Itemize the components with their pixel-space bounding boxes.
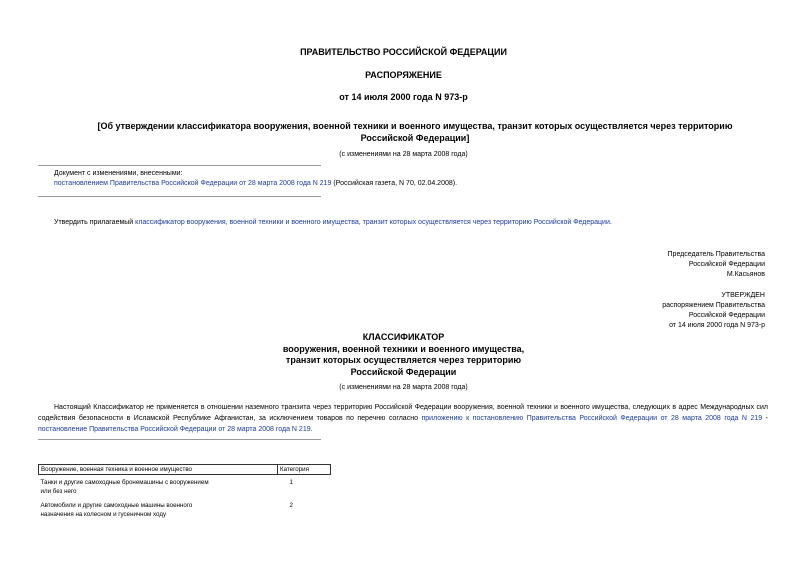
appendix-link[interactable]: приложению к постановлению Правительства Российской Федерации от 28 марта 2008 года N 219 — [421, 415, 763, 422]
table-row — [39, 475, 331, 498]
amended-note: (с изменениями на 28 марта 2008 года) — [339, 151, 468, 158]
amendment-link[interactable]: постановлением Правительства Российской Федерации от 28 марта 2008 года N 219 — [54, 180, 332, 187]
approve-prefix: Утвердить прилагаемый — [54, 219, 136, 226]
government-title: ПРАВИТЕЛЬСТВО РОССИЙСКОЙ ФЕДЕРАЦИИ — [300, 47, 507, 57]
table-cell-item-text: Танки и другие самоходные бронемашины с вооружением или без него — [40, 479, 209, 495]
paragraph-dash: - — [762, 415, 768, 422]
classifier-amended-note: (с изменениями на 28 марта 2008 года) — [339, 384, 468, 391]
classifier-link[interactable]: классификатор вооружения, военной техники и военного имущества, транзит которых осуществляется через территорию Российской Федерации — [135, 219, 610, 226]
table-cell-item — [39, 497, 278, 520]
table-cell-item — [39, 475, 278, 498]
document-subject: [Об утверждении классификатора вооружения, военной техники и военного имущества, транзит которых осуществляется через территорию Российской Федерации] — [97, 121, 733, 143]
approval-line-3: Российской Федерации — [688, 312, 765, 319]
divider-top — [38, 165, 321, 166]
approve-paragraph — [54, 219, 612, 226]
classifier-subtitle-1: вооружения, военной техники и военного имущества, — [282, 343, 525, 354]
approval-label: УТВЕРЖДЕН — [721, 292, 765, 299]
table-cell-category: 2 — [289, 502, 293, 509]
classifier-table — [38, 464, 331, 520]
amendments-line — [54, 180, 457, 187]
approval-block — [662, 291, 765, 331]
table-row — [39, 497, 331, 520]
table-cell-item-text: Автомобили и другие самоходные машины военного назначения на колесном и гусеничном ходу — [40, 502, 193, 518]
approval-line-2: распоряжением Правительства — [662, 302, 765, 309]
signature-title-2: Российской Федерации — [688, 261, 765, 268]
table-header-item: Вооружение, военная техника и военное имущество — [39, 465, 278, 475]
decree-link[interactable]: постановление Правительства Российской Федерации от 28 марта 2008 года N 219 — [38, 426, 311, 433]
signature-name: М.Касьянов — [726, 271, 765, 278]
approval-line-4: от 14 июля 2000 года N 973-р — [669, 322, 765, 329]
signature-title: Председатель Правительства — [667, 251, 765, 258]
classifier-paragraph — [38, 402, 768, 435]
classifier-subtitle-3: Российской Федерации — [350, 366, 457, 377]
table-header-category: Категория — [278, 465, 331, 475]
table-header-row — [39, 465, 331, 475]
classifier-heading — [0, 332, 807, 378]
divider-bottom — [38, 196, 321, 197]
document-type: РАСПОРЯЖЕНИЕ — [365, 70, 442, 80]
table-cell-category: 1 — [289, 479, 293, 486]
classifier-title: КЛАССИФИКАТОР — [362, 332, 445, 342]
signature-block — [668, 250, 765, 280]
classifier-paragraph-text: Настоящий Классификатор не применяется в отношении наземного транзита через территорию Российской Федерации вооружения, военной техники и военного имущества, следующих в адрес Международных сил содействия безопасности в Исламской Республике Афганистан, за исключением товаров по перечню согласно — [38, 404, 768, 422]
approve-suffix: . — [609, 219, 612, 226]
amendment-source: (Российская газета, N 70, 02.04.2008). — [331, 180, 458, 187]
document-date-number: от 14 июля 2000 года N 973-р — [339, 92, 468, 102]
classifier-subtitle-2: транзит которых осуществляется через территорию — [285, 355, 522, 365]
divider-table — [38, 439, 321, 440]
paragraph-end: . — [310, 426, 313, 433]
amendments-label: Документ с изменениями, внесенными: — [54, 170, 183, 177]
